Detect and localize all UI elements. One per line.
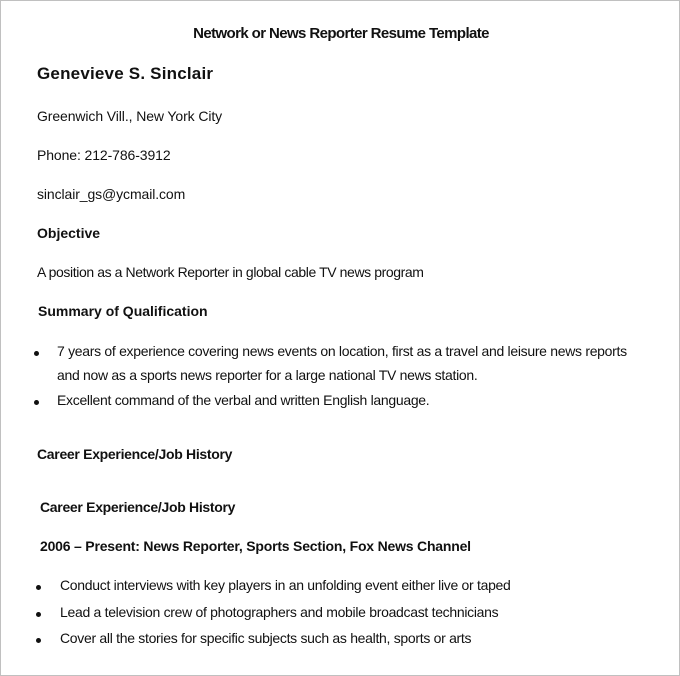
summary-bullet-2: Excellent command of the verbal and written English language. [57,392,430,408]
summary-bullet-1-line-1: 7 years of experience covering news events on location, first as a travel and leisure news reports [57,343,627,359]
candidate-name: Genevieve S. Sinclair [37,64,214,83]
document-title: Network or News Reporter Resume Template [193,25,489,42]
bullet-icon [36,612,41,617]
bullet-icon [36,638,41,643]
career-bullet-3: Cover all the stories for specific subjects such as health, sports or arts [60,630,472,646]
address: Greenwich Vill., New York City [37,108,223,124]
bullet-icon [34,351,39,356]
bullet-icon [36,585,41,590]
email: sinclair_gs@ycmail.com [37,186,186,202]
career-bullet-2: Lead a television crew of photographers and mobile broadcast technicians [60,604,499,620]
career-bullet-1: Conduct interviews with key players in an unfolding event either live or taped [60,577,511,593]
career-subheading: Career Experience/Job History [40,499,236,515]
phone: Phone: 212-786-3912 [37,147,171,163]
job-position: 2006 – Present: News Reporter, Sports Section, Fox News Channel [40,538,471,554]
summary-bullet-1-line-2: and now as a sports news reporter for a large national TV news station. [57,367,478,383]
bullet-icon [34,400,39,405]
objective-heading: Objective [37,225,101,241]
career-heading: Career Experience/Job History [37,446,233,462]
objective-text: A position as a Network Reporter in global cable TV news program [37,264,424,280]
summary-heading: Summary of Qualification [38,303,208,319]
